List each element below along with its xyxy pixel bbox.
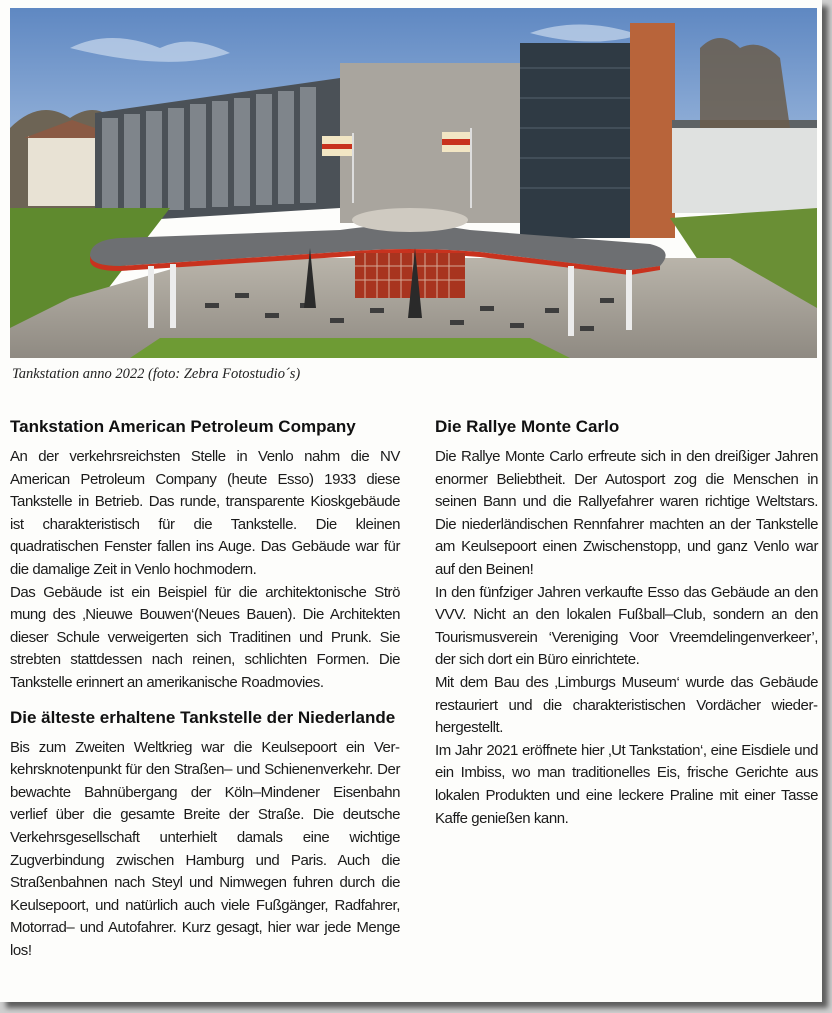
heading-aelteste-tankstelle: Die älteste erhaltene Tankstelle der Niederlande [10,707,396,727]
heading-rallye-monte-carlo: Die Rallye Monte Carlo [435,417,620,436]
right-column [435,416,818,830]
right-building [672,123,817,213]
photo-illustration [10,8,817,358]
paragraph: Mit dem Bau des ‚Limburgs Museum‘ wurde das Gebäude restauriert und die charakteristischen Vordächer wiederhergestellt. [435,673,818,737]
paragraph: Die Rallye Monte Carlo erfreute sich in den dreißiger Jahren enormer Beliebtheit. Der Autosport zog die Menschen in seinen Bann und die Rallyefahrer waren richtige Weltstars. Die niederländischen Rennfahrer machten an der Tankstelle am Keulsepoort einen Zwischenstopp, und ganz Venlo war auf den Beinen! [435,448,818,578]
tankstation-photo [10,8,817,358]
paragraph: Im Jahr 2021 eröffnete hier ‚Ut Tankstation‘, eine Eisdiele und ein Imbiss, wo man traditionelles Eis, frische Gerichte aus lokalen Produkten und eine leckere Praline mit einer Tasse Kaffe genießen kann. [435,741,818,827]
paragraph: Bis zum Zweiten Weltkrieg war die Keulsepoort ein Verkehrsknotenpunkt für den Straßen– und Schienenverkehr. Der bewachte Bahnübergang der Köln–Mindener Eisenbahn verlief über die gesamte Breite der Straße. Die deutsche Verkehrsgesellschaft unterhielt damals eine wichtige Zugverbindung zwischen Hamburg und Paris. Auch die Straßenbahnen nach Steyl und Nimwegen fuhren durch die Keulsepoort, und natürlich auch viele Fußgänger, Radfahrer, Motorrad– und Autofahrer. Kurz gesagt, hier war jede Menge los! [10,738,400,959]
concrete-block [340,63,525,223]
paragraph: In den fünfziger Jahren verkaufte Esso das Gebäude an den VVV. Nicht an den lokalen Fußball–Club, sondern an den Tourismusverein ‘Vereniging Voor Vreemdelingenverkeer’, der sich dort ein Büro einrichtete. [435,583,818,669]
heading-american-petroleum: Tankstation American Petroleum Company [10,417,356,436]
photo-caption: Tankstation anno 2022 (foto: Zebra Fotostudio´s) [12,366,301,382]
left-column [10,416,400,962]
paragraph: An der verkehrsreichsten Stelle in Venlo nahm die NV American Petroleum Company (heute Esso) 1933 diese Tankstelle in Betrieb. Das runde, transparente Kioskgebäude ist charakteristisch für die Tankstelle. Die kleinen quadratischen Fenster fallen ins Auge. Das Gebäude war für die damalige Zeit in Venlo hochmodern. [10,448,400,578]
paragraph: Das Gebäude ist ein Beispiel für die architektonische Strö mung des ‚Nieuwe Bouwen‘(Neues Bauen). Die Architekten dieser Schule verweigerten sich Traditinen und Prunk. Sie strebten stattdessen nach reinen, schlichten Formen. Die Tankstelle erinnert an amerikanische Roadmovies. [10,583,400,691]
